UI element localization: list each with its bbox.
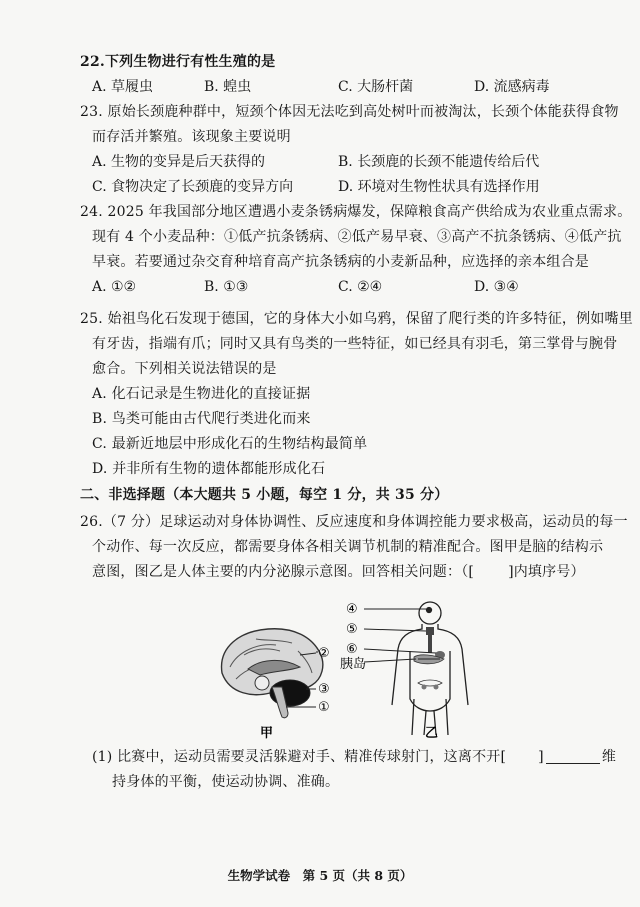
- body-diagram: [392, 602, 468, 735]
- question-26-sub1-line2: 持身体的平衡，使运动协调、准确。: [112, 774, 340, 790]
- q23-option-a: A. 生物的变异是后天获得的: [92, 154, 266, 170]
- pancreas-label: 胰岛: [340, 657, 367, 672]
- question-24-stem-line1: 24. 2025 年我国部分地区遭遇小麦条锈病爆发，保障粮食高产供给成为农业重点需求。: [80, 204, 632, 220]
- brain-diagram: [222, 629, 323, 718]
- question-24-stem-line2: 现有 4 个小麦品种：①低产抗条锈病、②低产易早衰、③高产不抗条锈病、④低产抗: [92, 229, 622, 245]
- q23-option-c: C. 食物决定了长颈鹿的变异方向: [92, 179, 294, 195]
- question-25-stem-line3: 愈合。下列相关说法错误的是: [92, 361, 277, 377]
- question-26-line2: 个动作、每一次反应，都需要身体各相关调节机制的精准配合。图甲是脑的结构示: [92, 539, 604, 555]
- q22-option-d: D. 流感病毒: [474, 79, 550, 95]
- q25-option-d: D. 并非所有生物的遗体都能形成化石: [92, 461, 326, 477]
- q23-option-b: B. 长颈鹿的长颈不能遗传给后代: [338, 154, 540, 170]
- question-26-line1: 26.（7 分）足球运动对身体协调性、反应速度和身体调控能力要求极高，运动员的每一: [80, 514, 628, 530]
- question-26-line3: [92, 561, 612, 583]
- q25-option-b: B. 鸟类可能由古代爬行类进化而来: [92, 411, 311, 427]
- q25-option-a: A. 化石记录是生物进化的直接证据: [92, 386, 311, 402]
- q22-option-c: C. 大肠杆菌: [338, 79, 414, 95]
- sub1-text: (1) 比赛中，运动员需要灵活躲避对手、精准传球射门，这离不开[: [92, 749, 507, 765]
- section-2-heading: 二、非选择题（本大题共 5 小题，每空 1 分，共 35 分）: [80, 487, 449, 503]
- question-26-line3-text: 意图，图乙是人体主要的内分泌腺示意图。回答相关问题：（[: [92, 564, 475, 580]
- body-leader-lines: [364, 609, 436, 662]
- brain-label-3: ③: [318, 682, 330, 697]
- body-label-4: ④: [346, 602, 358, 617]
- brain-label-1: ①: [318, 700, 330, 715]
- figure-label-yi: 乙: [425, 726, 439, 740]
- question-22-options: [92, 76, 600, 98]
- question-26-sub1-line1: [92, 746, 617, 768]
- body-label-5: ⑤: [346, 622, 358, 637]
- question-23-stem-line2: 而存活并繁殖。该现象主要说明: [92, 129, 291, 145]
- figure-label-jia: 甲: [260, 726, 274, 740]
- question-25-stem-line2: 有牙齿，指端有爪；同时又具有鸟类的一些特征，如已经具有羽毛，第三掌骨与腕骨: [92, 336, 618, 352]
- question-25-stem-line1: 25. 始祖鸟化石发现于德国，它的身体大小如乌鸦，保留了爬行类的许多特征，例如嘴里: [80, 311, 633, 327]
- sub1-tail: 维: [601, 749, 617, 765]
- question-24-options: [92, 276, 600, 298]
- question-26-line3-tail: ]内填序号）: [508, 564, 585, 580]
- brain-label-2: ②: [318, 646, 330, 661]
- q25-option-c: C. 最新近地层中形成化石的生物结构最简单: [92, 436, 368, 452]
- question-23-stem-line1: 23. 原始长颈鹿种群中，短颈个体因无法吃到高处树叶而被淘汰，长颈个体能获得食物: [80, 104, 619, 120]
- question-23-options-row1: [92, 151, 600, 173]
- q24-option-c: C. ②④: [338, 279, 383, 295]
- q24-option-b: B. ①③: [204, 279, 249, 295]
- figure-brain-and-endocrine: [200, 595, 490, 740]
- question-22-stem: 22.下列生物进行有性生殖的是: [80, 54, 276, 70]
- question-23-options-row2: [92, 176, 600, 198]
- q23-option-d: D. 环境对生物性状具有选择作用: [338, 179, 540, 195]
- page-footer: 生物学试卷 第 5 页（共 8 页）: [227, 868, 413, 883]
- q24-option-d: D. ③④: [474, 279, 519, 295]
- sub1-bracket-close: ]: [538, 749, 544, 765]
- body-label-6: ⑥: [346, 642, 358, 657]
- q24-option-a: A. ①②: [92, 279, 137, 295]
- question-24-stem-line3: 早衰。若要通过杂交育种培育高产抗条锈病的小麦新品种，应选择的亲本组合是: [92, 254, 589, 270]
- q22-option-b: B. 蝗虫: [204, 79, 252, 95]
- q22-option-a: A. 草履虫: [92, 79, 154, 95]
- sub1-answer-blank[interactable]: [546, 749, 600, 764]
